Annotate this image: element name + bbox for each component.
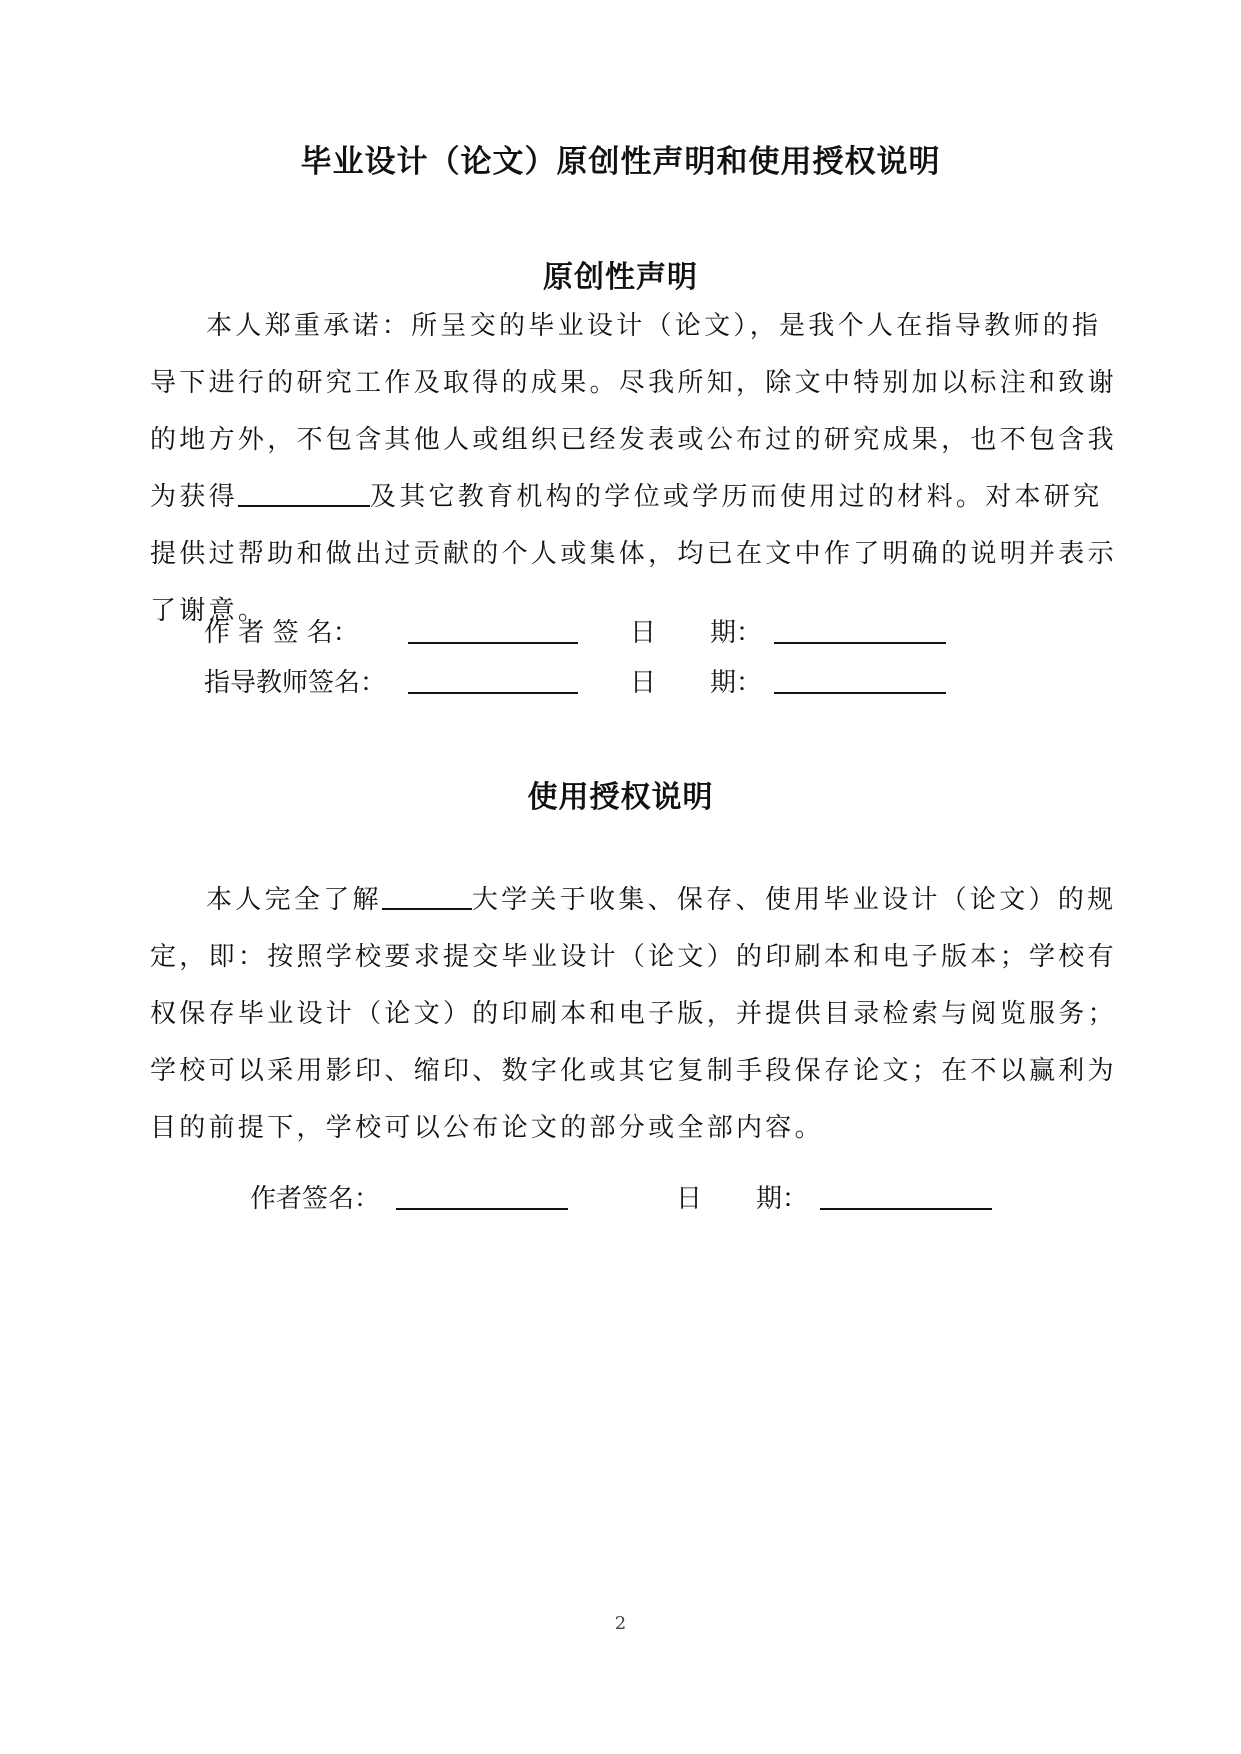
authorization-date-line[interactable] xyxy=(820,1208,992,1210)
date-label-1: 日 xyxy=(630,618,657,648)
author-signature-label: 作 者 签 名： xyxy=(204,618,359,648)
originality-line-1: 本人郑重承诺：所呈交的毕业设计（论文），是我个人在指导教师的指 xyxy=(206,311,1102,341)
authorization-paragraph xyxy=(150,872,1130,1157)
date-label-2b: 期： xyxy=(710,668,763,698)
author-signature-row xyxy=(204,612,964,652)
originality-paragraph xyxy=(150,298,1130,640)
originality-line-3: 的地方外，不包含其他人或组织已经发表或公布过的研究成果，也不包含我 xyxy=(150,425,1117,455)
university-blank[interactable] xyxy=(382,884,472,910)
supervisor-signature-line[interactable] xyxy=(408,692,578,694)
document-title: 毕业设计（论文）原创性声明和使用授权说明 xyxy=(300,144,941,180)
originality-line-4b: 及其它教育机构的学位或学历而使用过的材料。对本研究 xyxy=(369,482,1103,512)
authorization-author-label: 作者签名： xyxy=(250,1184,381,1214)
page-number: 2 xyxy=(614,1613,627,1634)
authorization-line-4: 学校可以采用影印、缩印、数字化或其它复制手段保存论文；在不以赢利为 xyxy=(150,1056,1117,1086)
authorization-line-1a: 本人完全了解 xyxy=(206,885,382,915)
authorization-line-1b: 大学关于收集、保存、使用毕业设计（论文）的规 xyxy=(471,885,1117,915)
supervisor-signature-row xyxy=(204,662,964,702)
originality-heading: 原创性声明 xyxy=(543,260,698,295)
supervisor-signature-label: 指导教师签名： xyxy=(204,668,387,698)
originality-line-5: 提供过帮助和做出过贡献的个人或集体，均已在文中作了明确的说明并表示 xyxy=(150,539,1117,569)
originality-line-2: 导下进行的研究工作及取得的成果。尽我所知，除文中特别加以标注和致谢 xyxy=(150,368,1117,398)
originality-line-4 xyxy=(150,469,1130,526)
originality-line-4a: 为获得 xyxy=(150,482,238,512)
authorization-line-3: 权保存毕业设计（论文）的印刷本和电子版，并提供目录检索与阅览服务； xyxy=(150,999,1117,1029)
authorization-signature-line[interactable] xyxy=(396,1208,568,1210)
institution-blank[interactable] xyxy=(238,481,370,507)
date-label-2: 日 xyxy=(630,668,657,698)
authorization-date-label-b: 期： xyxy=(756,1184,809,1214)
authorization-line-1 xyxy=(150,872,1130,929)
authorization-signature-row xyxy=(250,1178,1030,1218)
originality-line-6: 了谢意。 xyxy=(150,596,268,626)
author-signature-line[interactable] xyxy=(408,642,578,644)
authorization-line-5: 目的前提下，学校可以公布论文的部分或全部内容。 xyxy=(150,1113,824,1143)
authorization-line-2: 定，即：按照学校要求提交毕业设计（论文）的印刷本和电子版本；学校有 xyxy=(150,942,1117,972)
supervisor-date-line[interactable] xyxy=(774,692,946,694)
authorization-date-label: 日 xyxy=(676,1184,703,1214)
author-date-line[interactable] xyxy=(774,642,946,644)
authorization-heading: 使用授权说明 xyxy=(527,780,714,815)
date-label-1b: 期： xyxy=(710,618,763,648)
